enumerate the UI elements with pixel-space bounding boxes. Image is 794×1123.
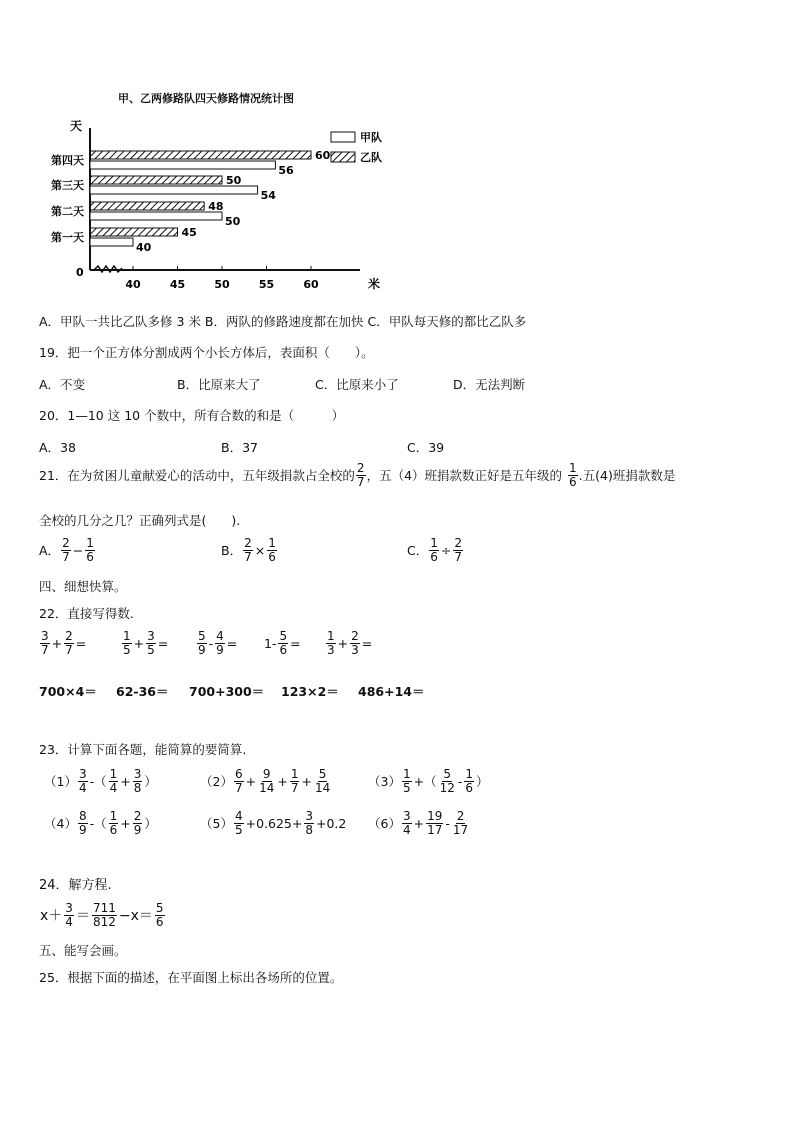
fraction: $\frac{2}{7}$ bbox=[65, 629, 73, 657]
q23-title: 23．计算下面各题，能简算的要简算. bbox=[39, 742, 247, 757]
data-label: 50 bbox=[226, 174, 242, 187]
q22-arithmetic-item: 123×2＝ bbox=[281, 684, 339, 699]
fraction: $\frac{5}{9}$ bbox=[198, 629, 206, 657]
q23-item: （5） $\frac{4}{5}$ +0.625+ $\frac{3}{8}$ +0.2 bbox=[200, 809, 347, 837]
q21-stem-line-2: 全校的几分之几？正确列式是( ). bbox=[39, 513, 241, 528]
data-label: 60 bbox=[315, 149, 331, 162]
fraction: $\frac{1}{3}$ bbox=[327, 629, 335, 657]
category-label: 第三天 bbox=[51, 179, 84, 192]
fraction: $\frac{1}{5}$ bbox=[123, 629, 131, 657]
fraction: $\frac{1}{5}$ bbox=[402, 767, 411, 795]
q22-arithmetic-item: 700+300＝ bbox=[189, 684, 265, 699]
bar-chart bbox=[30, 110, 430, 310]
category-label: 第一天 bbox=[51, 231, 84, 244]
fraction: $\frac{19}{17}$ bbox=[427, 809, 443, 837]
fraction: $\frac{2}{3}$ bbox=[351, 629, 359, 657]
x-tick-label: 45 bbox=[169, 278, 186, 291]
q22-fraction-item: $\frac{5}{9}$ - $\frac{4}{9}$ = bbox=[198, 629, 238, 657]
fraction: $\frac{4}{9}$ bbox=[216, 629, 224, 657]
q21-text-1: 21．在为贫困儿童献爱心的活动中，五年级捐款占全校的 bbox=[39, 468, 355, 484]
q22-arithmetic-item: 486+14＝ bbox=[358, 684, 425, 699]
fraction: $\frac{9}{14}$ bbox=[259, 767, 275, 795]
bar-yi bbox=[90, 151, 311, 159]
data-label: 40 bbox=[136, 241, 152, 254]
x-tick-label: 40 bbox=[125, 278, 141, 291]
q21-option-c: C． $\frac{1}{6}$ ÷ $\frac{2}{7}$ bbox=[407, 536, 462, 564]
x-tick-label: 60 bbox=[303, 278, 319, 291]
chart-title: 甲、乙两修路队四天修路情况统计图 bbox=[118, 92, 294, 105]
q21-stem bbox=[39, 462, 675, 488]
bar-yi bbox=[90, 202, 204, 210]
bar-yi bbox=[90, 228, 178, 236]
fraction: $\frac{2}{17}$ bbox=[452, 809, 469, 837]
q22-arithmetic-item: 62-36＝ bbox=[116, 684, 169, 699]
x-tick-label: 55 bbox=[258, 278, 275, 291]
category-label: 第二天 bbox=[51, 205, 84, 218]
data-label: 45 bbox=[181, 226, 197, 239]
q21-fraction-2: $\frac{1}{6}$ bbox=[569, 461, 577, 489]
q23-item: （6） $\frac{3}{4}$ + $\frac{19}{17}$ - $\frac{2}{17}$ bbox=[368, 809, 469, 837]
fraction: $\frac{6}{7}$ bbox=[234, 767, 243, 795]
q20-option-a: A．38 bbox=[39, 440, 76, 455]
legend-swatch-jia bbox=[331, 132, 355, 142]
data-label: 48 bbox=[208, 200, 224, 213]
q19-option-d: D．无法判断 bbox=[453, 377, 526, 392]
q19-option-b: B．比原来大了 bbox=[177, 377, 261, 392]
q25-stem: 25．根据下面的描述，在平面图上标出各场所的位置。 bbox=[39, 970, 343, 985]
legend-label: 甲队 bbox=[360, 131, 382, 144]
q22-fraction-item: $\frac{1}{3}$ + $\frac{2}{3}$ = bbox=[327, 629, 373, 657]
fraction: $\frac{8}{9}$ bbox=[78, 809, 87, 837]
q19-option-c: C．比原来小了 bbox=[315, 377, 399, 392]
q20-option-b: B．37 bbox=[221, 440, 258, 455]
bar-jia bbox=[90, 238, 133, 246]
bar-yi bbox=[90, 176, 222, 184]
q21-text-2: ，五（4）班捐款数正好是五年级的 bbox=[366, 468, 563, 484]
q21-option-b: B． $\frac{2}{7}$ × $\frac{1}{6}$ bbox=[221, 536, 276, 564]
section-4-heading: 四、细想快算。 bbox=[39, 579, 127, 594]
fraction: $\frac{1}{7}$ bbox=[290, 767, 299, 795]
fraction: $\frac{1}{6}$ bbox=[465, 767, 474, 795]
category-label: 第四天 bbox=[51, 154, 84, 167]
q22-arithmetic-item: 700×4＝ bbox=[39, 684, 97, 699]
bar-jia bbox=[90, 212, 222, 220]
y-axis-label: 天 bbox=[69, 119, 82, 133]
q23-item: （1） $\frac{3}{4}$ -（ $\frac{1}{4}$ + $\frac{3}{8}$ ） bbox=[44, 767, 157, 795]
x-tick-label: 50 bbox=[214, 278, 230, 291]
fraction: $\frac{3}{4}$ bbox=[65, 901, 73, 929]
fraction: $\frac{3}{4}$ bbox=[402, 809, 411, 837]
q23-item: （2） $\frac{6}{7}$ + $\frac{9}{14}$ + $\frac{1}{7}$ + $\frac{5}{14}$ bbox=[200, 767, 331, 795]
fraction: $\frac{3}{7}$ bbox=[41, 629, 49, 657]
q24-equation: x＋ $\frac{3}{4}$ ＝ $\frac{711}{812}$ −x＝ $\frac{5}{6}$ bbox=[40, 901, 164, 929]
fraction: $\frac{3}{4}$ bbox=[78, 767, 87, 795]
q20-option-c: C．39 bbox=[407, 440, 445, 455]
q22-fraction-item: $\frac{1}{5}$ + $\frac{3}{5}$ = bbox=[123, 629, 169, 657]
q19-option-a: A．不变 bbox=[39, 377, 86, 392]
fraction: $\frac{2}{9}$ bbox=[133, 809, 142, 837]
q22-fraction-item: $\frac{3}{7}$ + $\frac{2}{7}$ = bbox=[41, 629, 87, 657]
fraction: $\frac{3}{5}$ bbox=[147, 629, 155, 657]
legend-swatch-yi bbox=[331, 152, 355, 162]
q22-fraction-item: 1- $\frac{5}{6}$ = bbox=[264, 629, 301, 657]
fraction: $\frac{1}{4}$ bbox=[109, 767, 118, 795]
q21-option-a: A． $\frac{2}{7}$ − $\frac{1}{6}$ bbox=[39, 536, 94, 564]
q19-stem: 19．把一个正方体分割成两个小长方体后，表面积（ ）。 bbox=[39, 345, 374, 360]
section-5-heading: 五、能写会画。 bbox=[39, 943, 127, 958]
legend-label: 乙队 bbox=[360, 151, 382, 164]
data-label: 50 bbox=[225, 215, 241, 228]
q18-options: A．甲队一共比乙队多修 3 米 B．两队的修路速度都在加快 C．甲队每天修的都比乙队多 bbox=[39, 314, 527, 329]
data-label: 56 bbox=[278, 164, 294, 177]
fraction: $\frac{4}{5}$ bbox=[234, 809, 243, 837]
data-label: 54 bbox=[260, 189, 276, 202]
q23-item: （3） $\frac{1}{5}$ +（ $\frac{5}{12}$ - $\frac{1}{6}$ ） bbox=[368, 767, 489, 795]
fraction: $\frac{1}{6}$ bbox=[109, 809, 118, 837]
fraction: $\frac{5}{12}$ bbox=[439, 767, 455, 795]
fraction: $\frac{3}{8}$ bbox=[133, 767, 142, 795]
fraction: $\frac{3}{8}$ bbox=[305, 809, 313, 837]
bar-jia bbox=[90, 186, 258, 194]
q23-item: （4） $\frac{8}{9}$ -（ $\frac{1}{6}$ + $\frac{2}{9}$ ） bbox=[44, 809, 157, 837]
q21-text-3: .五(4)班捐款数是 bbox=[578, 468, 676, 484]
q21-fraction-1: $\frac{2}{7}$ bbox=[356, 461, 365, 489]
bar-jia bbox=[90, 161, 275, 169]
fraction: $\frac{711}{812}$ bbox=[92, 901, 116, 929]
fraction: $\frac{5}{6}$ bbox=[279, 629, 288, 657]
x-axis-label: 米 bbox=[368, 277, 381, 291]
q24-title: 24．解方程. bbox=[39, 878, 112, 893]
fraction: $\frac{5}{6}$ bbox=[155, 901, 164, 929]
origin-label: 0 bbox=[76, 266, 84, 279]
q20-stem: 20．1—10 这 10 个数中，所有合数的和是（ ） bbox=[39, 408, 345, 423]
q22-title: 22．直接写得数. bbox=[39, 606, 134, 621]
fraction: $\frac{5}{14}$ bbox=[314, 767, 331, 795]
